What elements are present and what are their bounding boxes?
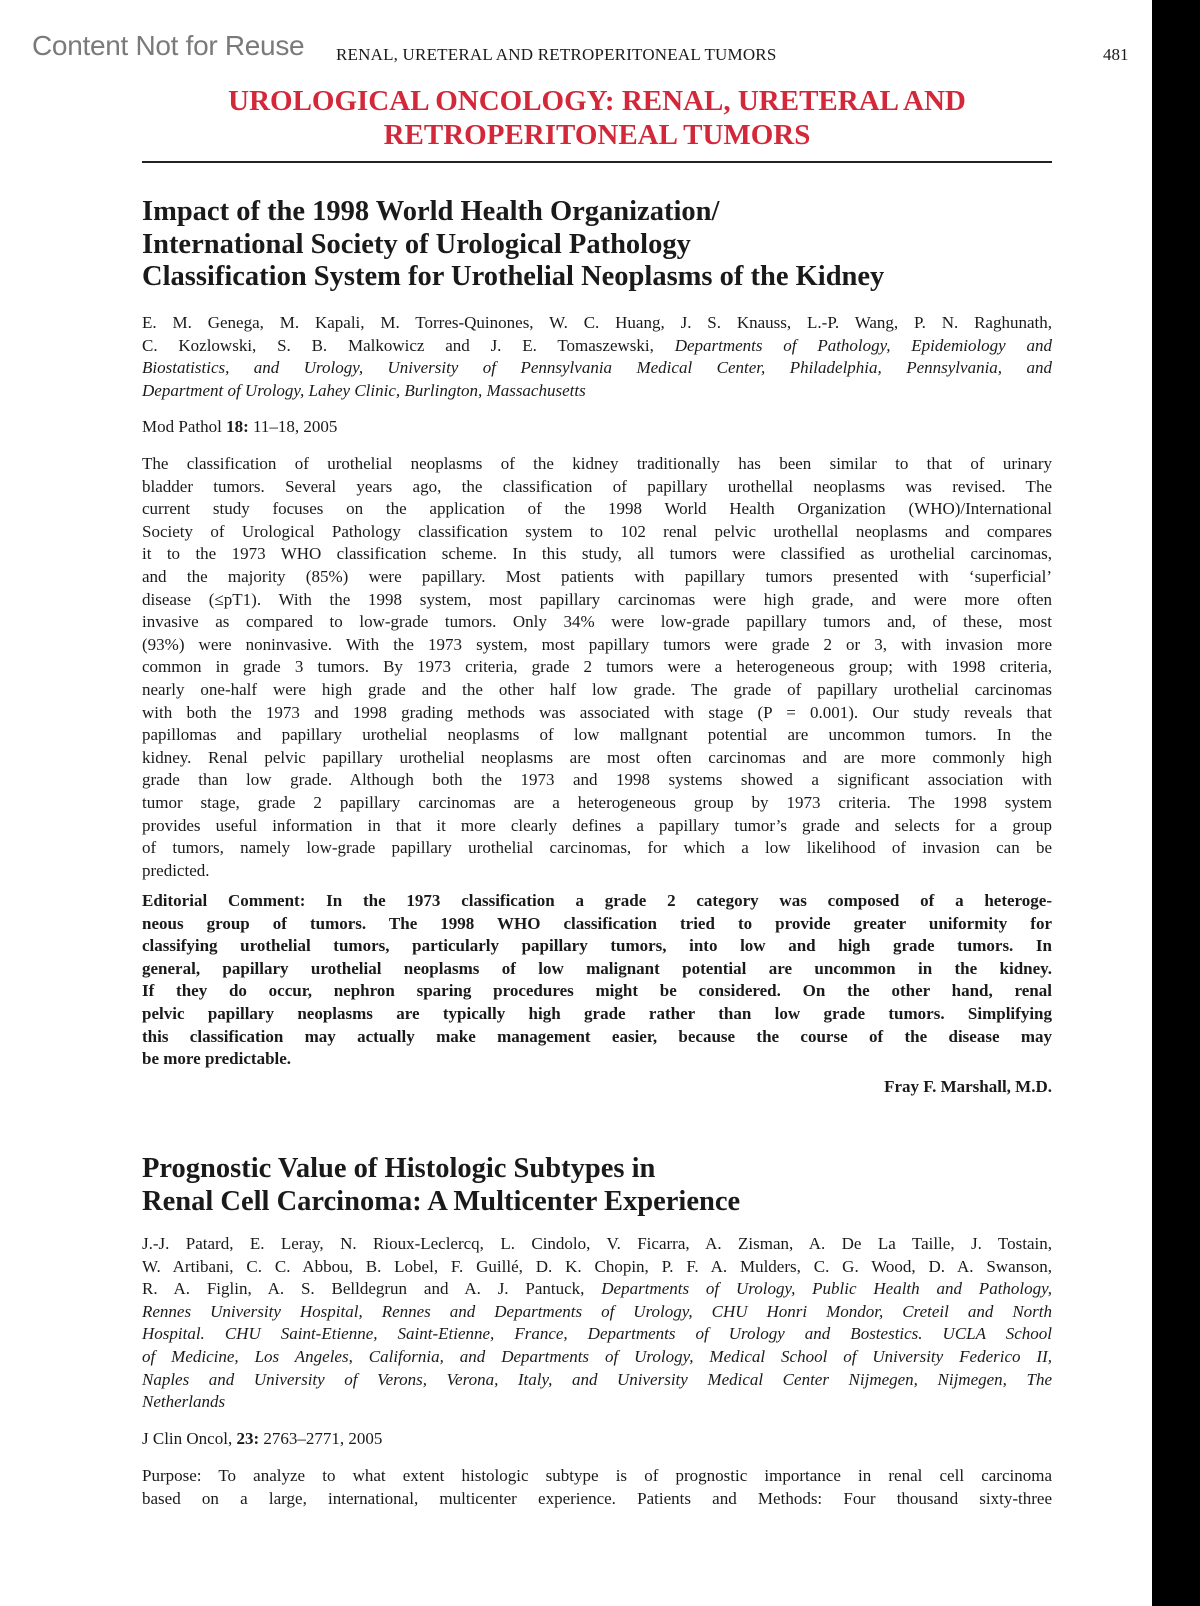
- title-line: Classification System for Urothelial Neoplasms of the Kidney: [142, 261, 885, 292]
- article2-authors: [142, 1233, 1052, 1414]
- affiliation: Hospital. CHU Saint-Etienne, Saint-Etienne, France, Departments of Urology and Bostestics. UCLA School: [142, 1324, 1052, 1344]
- affiliation: Netherlands: [142, 1392, 226, 1412]
- author-names: J.-J. Patard, E. Leray, N. Rioux-Leclercq, L. Cindolo, V. Ficarra, A. Zisman, A. De La Taille, J. Tostain,: [142, 1234, 1052, 1253]
- author-line: [142, 1233, 1052, 1256]
- author-names: C. Kozlowski, S. B. Malkowicz and J. E. Tomaszewski,: [142, 335, 675, 355]
- editorial-comment: [142, 890, 1052, 1071]
- article1-abstract: [142, 453, 1052, 882]
- text-line: Society of Urological Pathology classification system to 102 renal pelvic urothellal neoplasms and compares: [142, 521, 1052, 541]
- author-line: [142, 380, 1052, 403]
- affiliation: Departments of Pathology, Epidemiology and: [674, 335, 1053, 355]
- text-line: The classification of urothelial neoplasms of the kidney traditionally has been similar to that of urinary: [142, 454, 1052, 473]
- text-line: (93%) were noninvasive. With the 1973 system, most papillary tumors were grade 2 or 3, with invasion more: [142, 634, 1052, 654]
- text-line: general, papillary urothelial neoplasms of low malignant potential are uncommon in the kidney.: [142, 958, 1052, 978]
- text-line: of tumors, namely low-grade papillary urothelial carcinomas, for which a low likelihood of invasion can be: [142, 838, 1052, 858]
- journal-pages: 11–18, 2005: [248, 417, 338, 436]
- text-line: classifying urothelial tumors, particularly papillary tumors, into low and high grade tumors. In: [142, 936, 1052, 956]
- text-line: common in grade 3 tumors. By 1973 criteria, grade 2 tumors were a heterogeneous group; with 1998 criteria,: [142, 657, 1052, 677]
- journal-volume: 23:: [236, 1429, 260, 1448]
- affiliation: Naples and University of Verons, Verona, Italy, and University Medical Center Nijmegen, Nijmegen, The: [142, 1369, 1052, 1389]
- text-line: bladder tumors. Several years ago, the classification of papillary urothellal neoplasms was revised. The: [142, 476, 1052, 496]
- author-line: [142, 1391, 1052, 1414]
- text-line: If they do occur, nephron sparing procedures might be considered. On the other hand, renal: [142, 981, 1052, 1001]
- journal-name: J Clin Oncol,: [142, 1429, 237, 1448]
- author-line: [142, 335, 1052, 358]
- article1-citation: [142, 416, 1052, 439]
- text-line: nearly one-half were high grade and the other half low grade. The grade of papillary urothelial carcinomas: [142, 679, 1052, 699]
- title-line: Impact of the 1998 World Health Organization/: [142, 196, 720, 227]
- affiliation: of Medicine, Los Angeles, California, and Departments of Urology, Medical School of University Federico II,: [142, 1346, 1052, 1366]
- title-line: Prognostic Value of Histologic Subtypes in: [142, 1153, 656, 1184]
- author-line: [142, 357, 1052, 380]
- text-line: neous group of tumors. The 1998 WHO classification tried to provide greater uniformity for: [142, 913, 1052, 933]
- text-line: and the majority (85%) were papillary. Most patients with papillary tumors presented with ‘superficial’: [142, 566, 1052, 586]
- text-line: current study focuses on the application of the 1998 World Health Organization (WHO)/International: [142, 499, 1052, 519]
- author-names: R. A. Figlin, A. S. Belldegrun and A. J. Pantuck,: [142, 1279, 602, 1299]
- affiliation: Department of Urology, Lahey Clinic, Burlington, Massachusetts: [142, 380, 586, 400]
- article2-abstract: [142, 1465, 1052, 1510]
- text-line: Purpose: To analyze to what extent histologic subtype is of prognostic importance in renal cell carcinoma: [142, 1466, 1052, 1485]
- watermark: Content Not for Reuse: [32, 30, 305, 61]
- title-line: International Society of Urological Pathology: [142, 228, 691, 260]
- text-line: provides useful information in that it more clearly defines a papillary tumor’s grade and selects for a group: [142, 815, 1052, 835]
- author-line: [142, 1256, 1052, 1279]
- text-line: predicted.: [142, 860, 210, 880]
- text-line: pelvic papillary neoplasms are typically high grade rather than low grade tumors. Simplifying: [142, 1003, 1052, 1023]
- text-line: papillomas and papillary urothelial neoplasms of low mallgnant potential are uncommon tumors. In the: [142, 725, 1052, 745]
- affiliation: Departments of Urology, Public Health and Pathology,: [601, 1279, 1052, 1299]
- section-title-line: UROLOGICAL ONCOLOGY: RENAL, URETERAL AND: [228, 85, 966, 117]
- author-line: [142, 1278, 1052, 1301]
- author-line: [142, 1369, 1052, 1392]
- title-line: Renal Cell Carcinoma: A Multicenter Experience: [142, 1185, 741, 1217]
- author-line: [142, 1323, 1052, 1346]
- author-names: E. M. Genega, M. Kapali, M. Torres-Quinones, W. C. Huang, J. S. Knauss, L.-P. Wang, P. N. Raghunath,: [142, 313, 1052, 332]
- section-title: [142, 84, 1052, 152]
- editorial-signature: Fray F. Marshall, M.D.: [884, 1077, 1052, 1096]
- author-names: W. Artibani, C. C. Abbou, B. Lobel, F. Guillé, D. K. Chopin, P. F. A. Mulders, C. G. Wood, D. A. Swanson,: [142, 1256, 1052, 1276]
- text-line: tumor stage, grade 2 papillary carcinomas are a heterogeneous group by 1973 criteria. The 1998 system: [142, 792, 1052, 812]
- text-line: based on a large, international, multicenter experience. Patients and Methods: Four thousand sixty-three: [142, 1488, 1052, 1508]
- text-line: grade than low grade. Although both the 1973 and 1998 systems showed a significant association with: [142, 770, 1052, 790]
- article1-authors: [142, 312, 1052, 402]
- text-line: invasive as compared to low-grade tumors. Only 34% were low-grade papillary tumors and, of these, most: [142, 612, 1052, 632]
- text-line: it to the 1973 WHO classification scheme. In this study, all tumors were classified as urothelial carcinomas,: [142, 544, 1052, 564]
- article2-citation: [142, 1428, 1052, 1451]
- text-line: with both the 1973 and 1998 grading methods was associated with stage (P = 0.001). Our study reveals that: [142, 702, 1052, 722]
- page-number: 481: [1103, 45, 1129, 64]
- article1-title: [142, 196, 1052, 294]
- running-head: RENAL, URETERAL AND RETROPERITONEAL TUMORS: [336, 45, 777, 64]
- text-line: be more predictable.: [142, 1049, 292, 1069]
- viewer-side-panel: [1152, 0, 1200, 1606]
- section-title-line: RETROPERITONEAL TUMORS: [383, 119, 811, 151]
- affiliation: Biostatistics, and Urology, University of Pennsylvania Medical Center, Philadelphia, Pennsylvania, and: [142, 358, 1052, 378]
- text-line: kidney. Renal pelvic papillary urothelial neoplasms are most often carcinomas and are more commonly high: [142, 747, 1052, 767]
- author-line: [142, 312, 1052, 335]
- article2-title: [142, 1153, 1052, 1218]
- text-line: this classification may actually make management easier, because the course of the disease may: [142, 1026, 1052, 1046]
- journal-volume: 18:: [226, 417, 249, 436]
- text-line: Editorial Comment: In the 1973 classification a grade 2 category was composed of a heteroge-: [142, 891, 1052, 910]
- affiliation: Rennes University Hospital, Rennes and Departments of Urology, CHU Honri Mondor, Creteil and North: [142, 1301, 1052, 1321]
- section-divider: [142, 161, 1052, 163]
- text-line: disease (≤pT1). With the 1998 system, most papillary carcinomas were high grade, and were more often: [142, 589, 1052, 609]
- author-line: [142, 1301, 1052, 1324]
- journal-name: Mod Pathol: [142, 417, 227, 436]
- journal-pages: 2763–2771, 2005: [259, 1429, 383, 1448]
- author-line: [142, 1346, 1052, 1369]
